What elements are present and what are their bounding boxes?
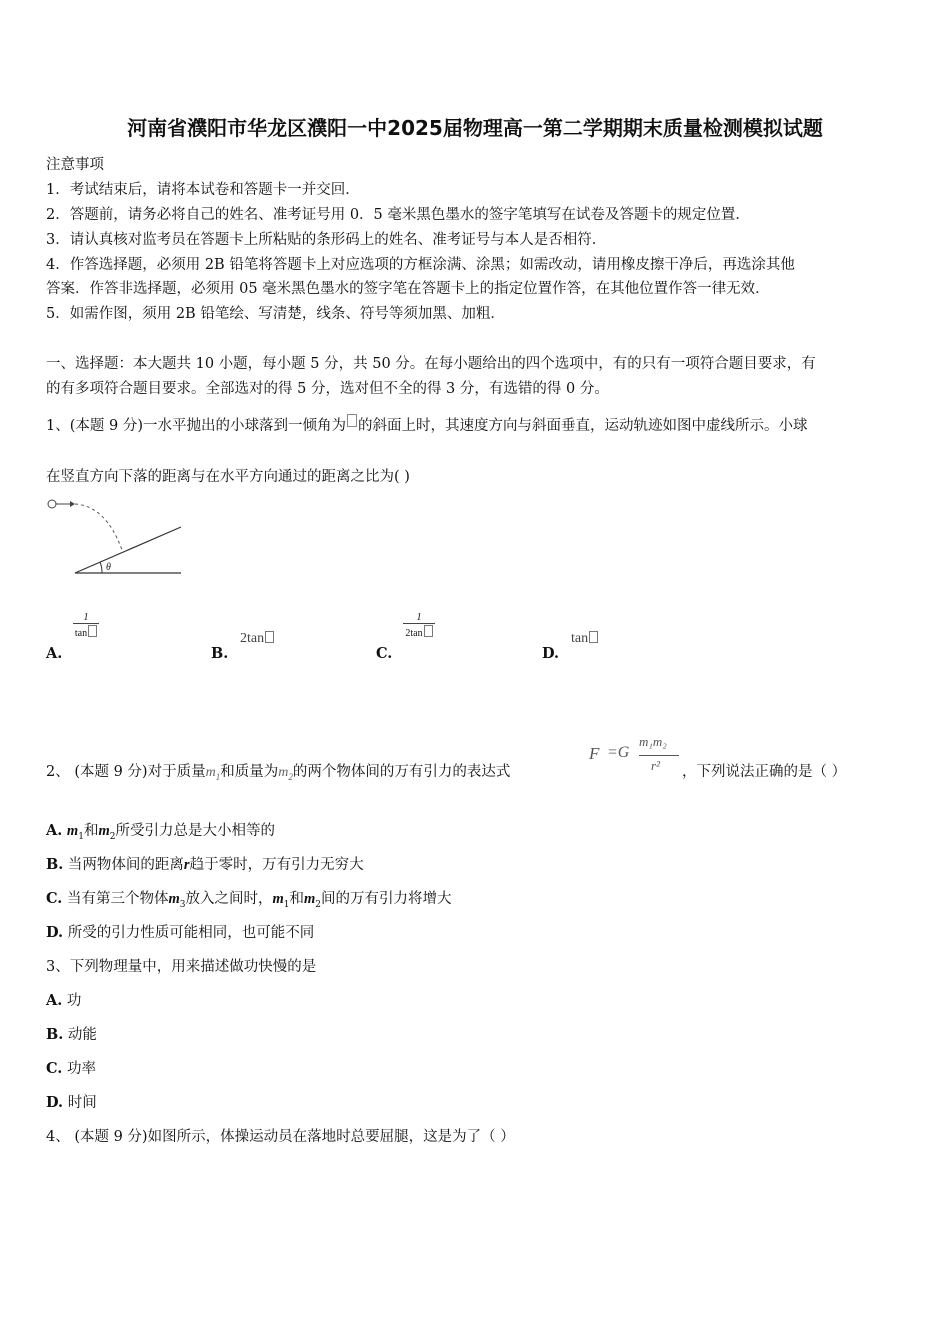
notice-item: 4．作答选择题，必须用 2B 铅笔将答题卡上对应选项的方框涂满、涂黑；如需改动，请用橡皮擦干净后，再选涂其他 (46, 257, 795, 273)
formula-eq: =G (607, 744, 630, 761)
q1-option-a-expr (73, 612, 99, 639)
frac-denominator (73, 623, 99, 639)
option-label: C. (46, 890, 63, 907)
q1-option-b-label: B. (211, 645, 229, 662)
q1-text-b: 的斜面上时，其速度方向与斜面垂直，运动轨迹如图中虚线所示。小球 (357, 418, 808, 434)
q2-text-b: 和质量为 (220, 764, 279, 780)
option-text: 功率 (66, 1061, 96, 1077)
q2-option-a (46, 819, 275, 842)
sub-2: 2 (315, 899, 321, 910)
q2-text-c: 的两个物体间的万有引力的表达式 (292, 764, 511, 780)
formula-denominator: r² (651, 758, 660, 773)
theta-placeholder-icon (424, 625, 433, 637)
arrow-head-icon (70, 501, 75, 507)
sub-1: 1 (78, 831, 84, 842)
q2-option-c (46, 887, 452, 910)
q1-option-c-label: C. (376, 645, 393, 662)
notice-item: 答案．作答非选择题，必须用 05 毫米黑色墨水的签字笔在答题卡上的指定位置作答，在其他位置作答一律无效． (46, 281, 770, 297)
q1-option-d-label: D. (542, 645, 560, 662)
option-label: A. (46, 992, 63, 1009)
q1-stem-line1 (46, 414, 807, 435)
q2-option-d (46, 921, 314, 942)
section-heading: 一、选择题：本大题共 10 小题，每小题 5 分，共 50 分。在每小题给出的四个选项中，有的只有一项符合题目要求，有 (46, 356, 816, 372)
m2-symbol (278, 765, 293, 780)
option-label: B. (46, 1026, 64, 1043)
m1-sub: 1 (215, 771, 221, 782)
theta-placeholder-icon (88, 625, 97, 637)
frac-den-text: 2tan (405, 628, 423, 639)
theta-placeholder-icon (347, 414, 357, 427)
q1-option-d-expr (571, 631, 598, 647)
q2-option-b (46, 853, 364, 874)
q3-option-c (46, 1057, 96, 1078)
notice-item: 5．如需作图，须用 2B 铅笔绘、写清楚，线条、符号等须加黑、加粗． (46, 306, 505, 322)
m-symbol: m (98, 823, 110, 839)
q3-option-d (46, 1091, 97, 1112)
option-text: 所受的引力性质可能相同，也可能不同 (67, 925, 315, 941)
option-label: C. (46, 1060, 63, 1077)
and-text: 和 (289, 891, 304, 907)
q2-stem-tail: ，下列说法正确的是（ ） (682, 764, 847, 780)
option-label: D. (46, 924, 64, 941)
m-symbol: m (168, 891, 180, 907)
sub-3: 3 (179, 899, 186, 910)
option-label: B. (46, 856, 64, 873)
incline-line (75, 527, 181, 573)
q3-option-b (46, 1023, 97, 1044)
option-text: 所受引力总是大小相等的 (115, 823, 275, 839)
formula-numerator: m₁m₂ (639, 734, 667, 749)
expr-text: 2tan (240, 631, 265, 646)
page-title: 河南省濮阳市华龙区濮阳一中2025届物理高一第二学期期末质量检测模拟试题 (127, 116, 823, 140)
option-text: 当两物体间的距离 (67, 857, 184, 873)
q1-figure (44, 492, 189, 582)
notice-item: 2．答题前，请务必将自己的姓名、准考证号用 0．5 毫米黑色墨水的签字笔填写在试卷及答题卡的规定位置． (46, 207, 750, 223)
and-text: 和 (83, 823, 99, 839)
q1-text-a: 1、(本题 9 分)一水平抛出的小球落到一倾角为 (46, 418, 346, 434)
angle-arc (100, 562, 102, 573)
option-label: A. (46, 822, 63, 839)
m1-letter: m (205, 765, 216, 780)
option-text: 时间 (67, 1095, 97, 1111)
theta-placeholder-icon (589, 631, 598, 643)
option-text: 动能 (67, 1027, 97, 1043)
frac-denominator (403, 623, 435, 639)
q3-stem: 3、下列物理量中，用来描述做功快慢的是 (46, 959, 317, 975)
r-symbol: r (183, 857, 190, 873)
formula-fraction-bar (639, 755, 679, 756)
q4-stem: 4、 (本题 9 分)如图所示，体操运动员在落地时总要屈腿，这是为了（ ） (46, 1129, 515, 1145)
notice-item: 3．请认真核对监考员在答题卡上所粘贴的条形码上的姓名、准考证号与本人是否相符． (46, 232, 607, 248)
notice-item: 1．考试结束后，请将本试卷和答题卡一并交回． (46, 182, 360, 198)
m2-sub: 2 (288, 771, 293, 782)
option-label: D. (46, 1094, 64, 1111)
m-symbol: m (66, 823, 79, 839)
q1-option-a-label: A. (46, 645, 63, 662)
m-symbol: m (303, 891, 316, 907)
ball-icon (48, 500, 56, 508)
gravitation-formula (589, 734, 689, 780)
q2-stem (46, 760, 510, 782)
frac-den-text: tan (74, 628, 88, 639)
section-instructions: 的有多项符合题目要求。全部选对的得 5 分，选对但不全的得 3 分，有选错的得 0 分。 (46, 381, 609, 397)
formula-lhs: F (589, 744, 600, 763)
frac-numerator: 1 (83, 612, 89, 623)
expr-text: tan (571, 631, 589, 646)
q3-option-a (46, 989, 81, 1010)
option-text: 放入之间时， (185, 891, 273, 907)
m2-letter: m (278, 765, 289, 780)
m1-symbol (206, 765, 221, 780)
q2-text-a: 2、 (本题 9 分)对于质量 (46, 764, 206, 780)
q1-option-b-expr (240, 631, 274, 647)
q1-stem-line2: 在竖直方向下落的距离与在水平方向通过的距离之比为( ) (46, 469, 410, 485)
sub-2: 2 (109, 831, 116, 842)
angle-label: θ (106, 562, 111, 573)
sub-1: 1 (283, 899, 290, 910)
m-symbol: m (272, 891, 284, 907)
option-text: 当有第三个物体 (66, 891, 169, 907)
notice-heading: 注意事项 (46, 157, 104, 173)
theta-placeholder-icon (265, 631, 274, 643)
frac-numerator: 1 (416, 612, 422, 623)
q1-option-c-expr (403, 612, 435, 639)
option-text: 间的万有引力将增大 (321, 891, 452, 907)
option-text: 功 (66, 993, 82, 1009)
option-text: 趋于零时，万有引力无穷大 (189, 857, 364, 873)
trajectory-dashed (75, 504, 122, 550)
